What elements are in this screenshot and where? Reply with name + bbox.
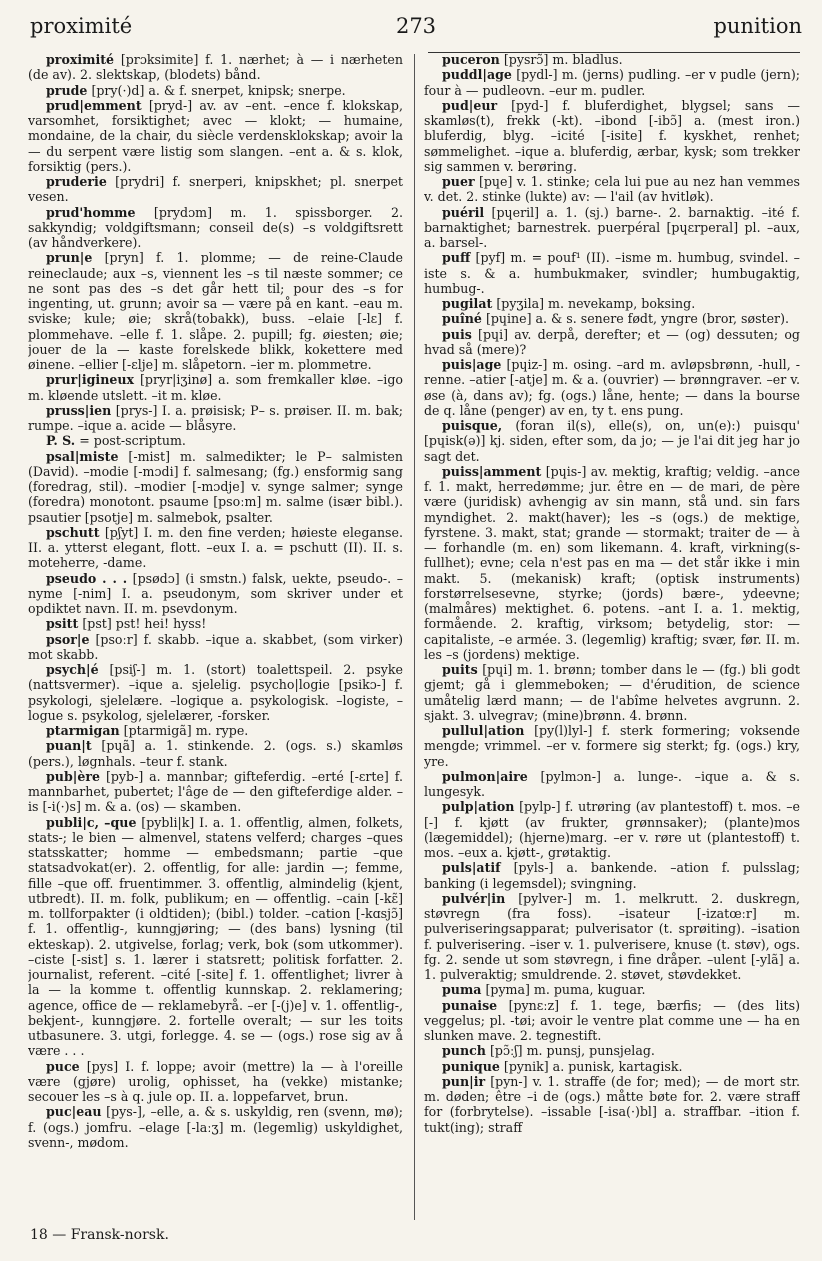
definition: [pɥine] a. & s. senere født, yngre (bror, søster). [485,311,789,327]
headword: pulp|ation [442,799,515,815]
definition: [pylp-] f. utrøring (av plantestoff) t. mos. –e [-] f. kjøtt (av frukter, grønnsaker); (plante)mos (lægemiddel); (hjerne)marg. –er v. røre ut (plantestoff) t. mos. –eux a. kjøtt-, grøtaktig. [424,799,800,860]
dictionary-entry [28,769,403,815]
definition: [pɥi] m. 1. brønn; tomber dans le — (fg.) bli godt gjemt; gå i glemmeboken; — d'érudition, de science umåtelig lærd mann; — de l'abîme helvetes avgrunn. 2. sjakt. 3. ulvegrav; (mine)brønn. 4. brønn. [424,662,800,723]
dictionary-entry [424,464,800,662]
dictionary-entry [424,174,800,205]
definition: [pylmɔn-] a. lunge-. –ique a. & s. lungesyk. [424,768,800,799]
dictionary-entry [424,1074,800,1135]
definition: [-mist] m. salmedikter; le P– salmisten (David). –modie [-mɔdi] f. salmesang; (fg.) ensformig sang (foredrag, stil). –modier [-mɔdje] v. synge salmer; synge (foredra) monotont. psaume [psoːm] m. salme (især bibl.). psautier [psotje] m. salmebok, psalter. [28,448,403,525]
definition: [psiʃ-] m. 1. (stort) toalettspeil. 2. psyke (nattsvermer). –ique a. sjelelig. psycho|logie [psikɔ-] f. psykologi, sjelelære. –logique a. psykologisk. –logiste, –logue s. psykolog, sjelelærer, -forsker. [28,662,403,723]
headword: puis [442,326,472,342]
headword: pud|eur [442,97,498,113]
headword: puma [442,982,482,998]
headword: punch [442,1043,486,1059]
definition: [pysrɔ̃] m. bladlus. [503,52,623,67]
headword: psor|e [46,631,90,647]
page-number: 273 [395,14,437,38]
headword: pseudo . . . [46,570,128,586]
headword: proximité [46,52,115,67]
dictionary-entry [424,799,800,860]
definition: [pyn-] v. 1. straffe (de for; med); — de mort str. m. døden; être –i de (ogs.) måtte bøte for. 2. være straff for (forbrytelse). –issable [-isa(·)bl] a. straffbar. –ition f. tukt(ing); straff [424,1073,800,1135]
dictionary-entry [424,205,800,251]
headword: pulmon|aire [442,768,528,784]
dictionary-entry [424,67,800,98]
left-column [28,52,403,1222]
dictionary-entry [424,662,800,723]
definition: [pry(·)d] a. & f. snerpet, knipsk; snerpe. [91,82,346,98]
headword: publi|c, –que [46,814,137,830]
dictionary-entry [424,769,800,800]
dictionary-entry [424,1043,800,1058]
dictionary-entry [424,982,800,997]
dictionary-entry [28,83,403,98]
headword: pub|ère [46,768,101,784]
headword: puddl|age [442,67,512,83]
dictionary-entry [28,815,403,1059]
headword: pugilat [442,296,493,311]
definition: [pryn] f. 1. plomme; — de reine-Claude reineclaude; aux –s, viennent les –s til næste sommer; ce ne sont pas des –s det går hett til; pour des –s for ingenting, ut. grunn; avoir sa — være på en kant. –eau m. sviske; kule; øie; skrå(tobakk), buss. –elaie [-lɛ] f. plommehave. –elle f. 1. slåpe. 2. pupill; fg. øiesten; øie; jouer de la — kaste forelskede blikk, kokettere med øinene. –ellier [-ɛlje] m. slåpetorn. –ier m. plommetre. [28,250,403,372]
definition: [pɥã] a. 1. stinkende. 2. (ogs. s.) skamløs (pers.), løgnhals. –teur f. stank. [28,738,403,769]
headword: puer [442,174,475,189]
headword: psitt [46,616,79,632]
definition: [pys] I. f. loppe; avoir (mettre) la — à l'oreille være (gjøre) urolig, ophisset, ha (vekke) mistanke; secouer les –s à q. jule op. II. a. loppefarvet, brun. [28,1058,403,1104]
headword: puc|eau [46,1104,102,1120]
dictionary-entry [424,296,800,311]
headword: puff [442,250,471,266]
headword: pullul|ation [442,723,525,738]
definition: [prydri] f. snerperi, knipskhet; pl. snerpet vesen. [28,174,403,205]
definition: = post-scriptum. [79,433,186,449]
definition: [pɥiz-] m. osing. –ard m. avløpsbrønn, -hull, -renne. –atier [-atje] m. & a. (ouvrier) — brønngraver. –er v. øse (à, dans av); fg. (ogs.) låne, hente; — dans la bourse de q. låne (penger) av en, ty t. ens pung. [424,357,800,418]
definition: [pst] pst! hei! hyss! [82,616,207,632]
dictionary-entry [28,616,403,631]
headword: pulvér|in [442,890,506,906]
headword: puce [46,1058,80,1074]
dictionary-entry [28,98,403,174]
dictionary-entry [424,891,800,983]
dictionary-entry [424,418,800,464]
dictionary-entry [28,1104,403,1150]
dictionary-entry [28,525,403,571]
headword: punaise [442,997,498,1013]
dictionary-entry [424,250,800,296]
definition: [pɥi] av. derpå, derefter; et — (og) dessuten; og hvad så (mere)? [424,326,800,357]
headword: psal|miste [46,448,119,464]
headword: pruderie [46,174,107,189]
headword: prur|igineux [46,372,135,388]
header-left-guideword: proximité [30,14,133,38]
headword: puceron [442,52,500,67]
dictionary-entry [28,632,403,663]
headword: puls|atif [442,860,501,876]
right-column [424,52,800,1222]
headword: puisque, [442,418,503,433]
definition: [pylver-] m. 1. melkrutt. 2. duskregn, støvregn (fra foss). –isateur [-izatœːr] m. pulveriseringsapparat; pulverisator (t. sprøiting). –isation f. pulverisering. –iser v. 1. pulverisere, knuse (t. støv), ogs. fg. 2. sende ut som støvregn, i fine dråper. –ulent [-ylã] a. 1. pulveraktig; smuldrende. 2. støvet, støvdekket. [424,890,800,982]
headword: pruss|ien [46,402,112,418]
definition: [py(l)lyl-] f. sterk formering; voksende mengde; vrimmel. –er v. formere sig sterkt; fg. (ogs.) kry, yre. [424,723,800,769]
dictionary-entry [28,723,403,738]
headword: punique [442,1058,500,1074]
dictionary-entry [424,723,800,769]
headword: puan|t [46,738,92,754]
definition: [pynik] a. punisk, kartagisk. [503,1058,683,1074]
definition: [pyf] m. = pouf¹ (II). –isme m. humbug, svindel. –iste s. & a. humbukmaker, svindler; humbugaktig, humbug-. [424,250,800,296]
dictionary-entry [28,174,403,205]
footer-signature: 18 — Fransk-norsk. [30,1227,169,1243]
definition: [pys-], –elle, a. & s. uskyldig, ren (svenn, mø); f. (ogs.) jomfru. –elage [-laːʒ] m. (legemlig) uskyldighet, svenn-, mødom. [28,1104,403,1150]
headword: puîné [442,311,482,327]
definition: [pydl-] m. (jerns) pudling. –er v pudle (jern); four à — pudleovn. –eur m. pudler. [424,67,800,98]
dictionary-entry [424,998,800,1044]
dictionary-entry [28,571,403,617]
headword: prude [46,82,88,98]
definition: [pryd-] av. av –ent. –ence f. klokskap, varsomhet, forsiktighet; avec — klokt; — humaine, mondaine, de la chair, du siècle verdensklokskap; avoir la — du serpent være listig som slangen. –ent a. & s. klok, forsiktig (pers.). [28,97,403,174]
dictionary-entry [28,738,403,769]
headword: P. S. [46,433,76,449]
dictionary-entry [424,357,800,418]
headword: puéril [442,204,485,220]
headword: pun|ir [442,1073,486,1089]
definition: [pyb-] a. mannbar; gifteferdig. –erté [-ɛrte] f. mannbarhet, pubertet; l'âge de — den gifteferdige alder. –is [-i(·)s] m. & a. (os) — skamben. [28,768,403,815]
definition: (foran il(s), elle(s), on, un(e):) puisqu' [pɥisk(ə)] kj. siden, efter som, da jo; — je l'ai dit jeg har jo sagt det. [424,418,800,464]
dictionary-entry [28,250,403,372]
dictionary-entry [28,205,403,251]
definition: [ptarmigã] m. rype. [123,723,249,738]
page-header [30,14,802,48]
dictionary-entry [28,52,403,83]
dictionary-entry [28,372,403,403]
definition: [pɔ̃ːʃ] m. punsj, punsjelag. [489,1043,655,1059]
definition: [pyma] m. puma, kuguar. [485,982,646,998]
headword: prud'homme [46,204,136,220]
definition: [psoːr] f. skabb. –ique a. skabbet, (som virker) mot skabb. [28,631,403,662]
dictionary-entry [424,327,800,358]
headword: puiss|amment [442,463,542,479]
headword: puits [442,662,478,677]
definition: [pynɛːz] f. 1. tege, bærfis; — (des lits) veggelus; pl. -tøi; avoir le ventre plat comme une — ha en slunken mave. 2. tegnestift. [424,997,800,1043]
headword: puis|age [442,357,502,372]
definition: [pyʒila] m. nevekamp, boksing. [496,296,696,311]
definition: [pyd-] f. bluferdighet, blygsel; sans — skamløs(t), frekk (-kt). –ibond [-ibɔ̃] a. (mest iron.) bluferdig, blyg. –icité [-isite] f. kyskhet, renhet; sømmelighet. –ique a. bluferdig, ærbar, kysk; som trekker sig sammen v. berøring. [424,97,800,174]
headword: ptarmigan [46,723,120,738]
definition: [psødɔ] (i smstn.) falsk, uekte, pseudo-. –nyme [-nim] I. a. pseudonym, som skriver under et opdiktet navn. II. m. psevdonym. [28,570,403,616]
definition: [pyls-] a. bankende. –ation f. pulsslag; banking (i legemsdel); svingning. [424,860,800,891]
header-right-guideword: punition [713,14,802,38]
dictionary-entry [424,311,800,326]
column-divider [414,54,415,1220]
dictionary-entry [28,662,403,723]
definition: [pʃyt] I. m. den fine verden; høieste eleganse. II. a. ytterst elegant, flott. –eux I. a. = pschutt (II). II. s. moteherre, -dame. [28,524,403,571]
definition: [pybli|k] I. a. 1. offentlig, almen, folkets, stats-; le bien — almenvel, statens velferd; charges –ques statsskatter; homme — embedsmann; partie –que statsadvokat(er). 2. offentlig, for alle: jardin —; femme, fille –que off. fruentimmer. 3. offentlig, almindelig (kjent, utbredt). II. m. folk, publikum; en — offentlig. –cain [-kɛ̃] m. tollforpakter (i oldtiden); (bibl.) tolder. –cation [-kɑsjɔ̃] f. 1. offentlig-, kunngjøring; — (des bans) lysning (til ekteskap). 2. utgivelse, forlag; verk, bok (som utkommer). –ciste [-sist] s. 1. lærer i statsrett; politisk forfatter. 2. journalist, referent. –cité [-site] f. 1. offentlighet; livrer à la — la komme t. offentlig kunnskap. 2. reklamering; agence, office de — reklamebyrå. –er [-(j)e] v. 1. offentlig-, bekjent-, kunngjøre. 2. fortelle overalt; — sur les toits utbasunere. 3. utgi, forlegge. 4. se — (ogs.) rose sig av å være . . . [28,814,403,1059]
headword: pschutt [46,524,100,540]
dictionary-entry [424,1059,800,1074]
dictionary-entry [424,52,800,67]
definition: [prɔksimite] f. 1. nærhet; à — i nærheten (de av). 2. slektskap, (blodets) bånd. [28,52,403,83]
dictionary-entry [28,449,403,525]
dictionary-entry [424,860,800,891]
definition: [pɥeril] a. 1. (sj.) barne-. 2. barnaktig. –ité f. barnaktighet; barnestrek. puerpéral [pɥɛrperal] pl. –aux, a. barsel-. [424,204,800,250]
headword: prud|emment [46,97,142,113]
dictionary-entry [28,433,403,448]
definition: [prys-] I. a. prøisisk; P– s. prøiser. II. m. bak; rumpe. –ique a. acide — blåsyre. [28,402,403,433]
definition: [pɥis-] av. mektig, kraftig; veldig. –ance f. 1. makt, herredømme; jur. être en — de mari, de père være (juridisk) avhengig av sin mann, stå und. sin fars myndighet. 2. makt(haver); les –s (ogs.) de mektige, fyrstene. 3. makt, stat; grande — stormakt; traiter de — à — forhandle (m. en) som likemann. 4. kraft, virkning(s-fullhet); evne; cela n'est pas en ma — det står ikke i min makt. 5. (mekanisk) kraft; (optisk instruments) forstørrelsesevne, styrke; (jords) bære-, ydeevne; (malmåres) mektighet. 6. potens. –ant I. a. 1. mektig, formående. 2. kraftig, virksom; betydelig, stor: — capitaliste, –e armée. 3. (legemlig) kraftig; svær, før. II. m. les –s (jordens) mektige. [424,463,800,662]
dictionary-entry [424,98,800,174]
definition: [pryr|iʒinø] a. som fremkaller kløe. –igo m. kløende utslett. –it m. kløe. [28,372,403,403]
dictionary-entry [28,403,403,434]
definition: [pɥe] v. 1. stinke; cela lui pue au nez han vemmes v. det. 2. stinke (lukte) av: — l'ail (av hvitløk). [424,174,800,205]
dictionary-entry [28,1059,403,1105]
headword: prun|e [46,250,93,266]
headword: psych|é [46,662,99,677]
definition: [prydɔm] m. 1. spissborger. 2. sakkyndig; voldgiftsmann; conseil de(s) –s voldgiftsrett (av håndverkere). [28,204,403,250]
